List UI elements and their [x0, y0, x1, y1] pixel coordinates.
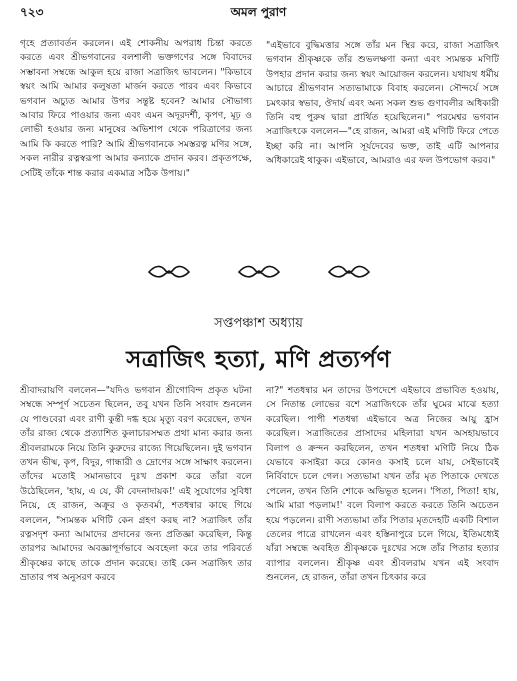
ornament-icon — [237, 262, 281, 282]
section-divider — [0, 262, 517, 284]
top-left-paragraph: গৃহে প্রত্যাবর্তন করলেন। এই শোকনীয় অপরাধ চিন্তা করতে করতে এবং শ্রীভগবানের বলশালী ভক্তগণের সঙ্গে বিবাদের সম্ভাবনা সম্বন্ধে আকুল হয়ে রাজা সত্রাজিৎ ভাবলেন। "কিভাবে স্বয়ং আমি আমার কলুষতা মার্জন করতে পারব এবং কিভাবে ভগবান অচ্যুত আমার উপর সন্তুষ্ট হবেন? আমার সৌভাগ্য আবার ফিরে পাওয়ার জন্য এবং এমন অদূরদর্শী, কৃপণ, মূঢ় ও লোভী হওয়ার জন্য মানুষের অভিশাপ থেকে পরিত্রাণের জন্য আমি কি করতে পারি? আমি শ্রীভগবানকে সমস্তরত্ন মণির সঙ্গে, সকল নারীর রত্নস্বরূপা আমার কন্যাকে প্রদান করব। প্রকৃতপক্ষে, সেটিই তাঁকে শান্ত করার একমাত্র সঠিক উপায়।" — [20, 38, 252, 179]
bottom-right-paragraph: না?" শতধন্বার মন তাদের উপদেশে এইভাবে প্রভাবিত হওয়ায়, সে নিতান্ত লোভের বশে সত্রাজিৎকে তাঁর ঘুমের মাঝে হত্যা করেছিল। পাপী শতধন্বা এইভাবে অত্র নিজের আয়ু হ্রাস করেছিল। সত্রাজিতের প্রাসাদের মহিলারা যখন অসহায়ভাবে বিলাপ ও ক্রন্দন করছিলেন, তখন শতধন্বা মণিটি নিয়ে ঠিক যেভাবে কসাইরা করে কোনও কসাই চলে যায়, সেইভাবেই নির্বিবাদে চলে গেল। সত্যভামা যখন তাঁর মৃত পিতাকে দেখতে পেলেন, তখন তিনি শোকে অভিভূত হলেন। 'পিতা, পিতা! হায়, আমি মারা পড়লাম!' বলে বিলাপ করতে করতে তিনি অচেতন হয়ে পড়লেন। রাণী সত্যভামা তাঁর পিতার মৃতদেহটি একটি বিশাল তেলের পাত্রে রাখলেন এবং হস্তিনাপুরে চলে গিয়ে, ইতিমধ্যেই যাঁরা সম্বন্ধে অবহিত শ্রীকৃষ্ণকে দুঃখের সঙ্গে তাঁর পিতার হত্যার ব্যাপার বললেন। শ্রীকৃষ্ণ এবং শ্রীবলরাম যখন এই সংবাদ শুনলেন, হে রাজন, তাঁরা তখন চিৎকার করে — [266, 385, 499, 584]
chapter-title: সত্রাজিৎ হত্যা, মণি প্রত্যর্পণ — [126, 346, 391, 373]
ornament-icon — [327, 262, 371, 282]
bottom-left-column — [20, 384, 252, 679]
running-title: অমল পুরাণ — [230, 5, 287, 19]
bottom-right-column — [266, 384, 499, 679]
page-number: ৭২৩ — [20, 5, 44, 19]
chapter-number: সপ্তপঞ্চাশ অধ্যায় — [214, 316, 303, 331]
top-right-paragraph: "এইভাবে বুদ্ধিমত্তার সঙ্গে তাঁর মন স্থির করে, রাজা সত্রাজিৎ ভগবান শ্রীকৃষ্ণকে তাঁর শুভলক্ষণা কন্যা এবং স্যমন্তক মণিটি উপহার প্রদান করার জন্য স্বয়ং আয়োজন করলেন। যথাযথ ধর্মীয় আচারে শ্রীভগবান সত্যভামাকে বিবাহ করলেন। সৌন্দর্যে সঙ্গে চমৎকার স্বভাব, ঔদার্য এবং অন্য সকল শুভ গুণাবলীর অধিকারী তিনি বহু পুরুষ দ্বারা প্রার্থিত হয়েছিলেন।" পরমেশ্বর ভগবান সত্রাজিৎকে বললেন—"হে রাজন, আমরা এই মণিটি ফিরে পেতে ইচ্ছা করি না। আপনি সূর্যদেবের ভক্ত, তাই এটি আপনার অধিকারেই থাকুক। এইভাবে, আমরাও এর ফল উপভোগ করব।" — [266, 40, 499, 167]
ornament-icon — [147, 262, 191, 282]
bottom-left-paragraph: শ্রীবাদরায়ণি বললেন—"যদিও ভগবান শ্রীগোবিন্দ প্রকৃত ঘটনা সম্বন্ধে সম্পূর্ণ সচেতন ছিলেন, তবু যখন তিনি সংবাদ শুনলেন যে পাণ্ডবেরা এবং রাণী কুন্তী দগ্ধ হয়ে মৃত্যু বরণ করেছেন, তখন তাঁর রাজ্য থেকে প্রত্যাশিত কুলাচারসম্মত প্রথা মান্য করার জন্য শ্রীবলরামকে নিয়ে তিনি কুরুদের রাজ্যে গিয়েছিলেন। দুই ভগবান তখন ভীষ্ম, কৃপ, বিদুর, গান্ধারী ও দ্রোণের সঙ্গে সাক্ষাৎ করলেন। তাঁদের মতোই সমানভাবে দুঃখ প্রকাশ করে তাঁরা বলে উঠেছিলেন, 'হায়, এ যে, কী বেদনাদায়ক!' এই সুযোগের সুবিধা নিয়ে, হে রাজন, অক্রূর ও কৃতবর্মা, শতধন্বার কাছে গিয়ে বললেন, "স্যমন্তক মণিটি কেন গ্রহণ করছ না? সত্রাজিৎ তাঁর রত্নসদৃশ কন্যা আমাদের প্রদানের জন্য প্রতিজ্ঞা করেছিল, কিন্তু তারপর আমাদের অবজ্ঞাপূর্ণভাবে অবহেলা করে তার পরিবর্তে শ্রীকৃষ্ণের কাছে তাকে প্রদান করেছে। তাই কেন সত্রাজিৎ তার ভ্রাতার পথ অনুসরণ করবে — [20, 385, 252, 584]
top-right-column — [266, 39, 499, 279]
